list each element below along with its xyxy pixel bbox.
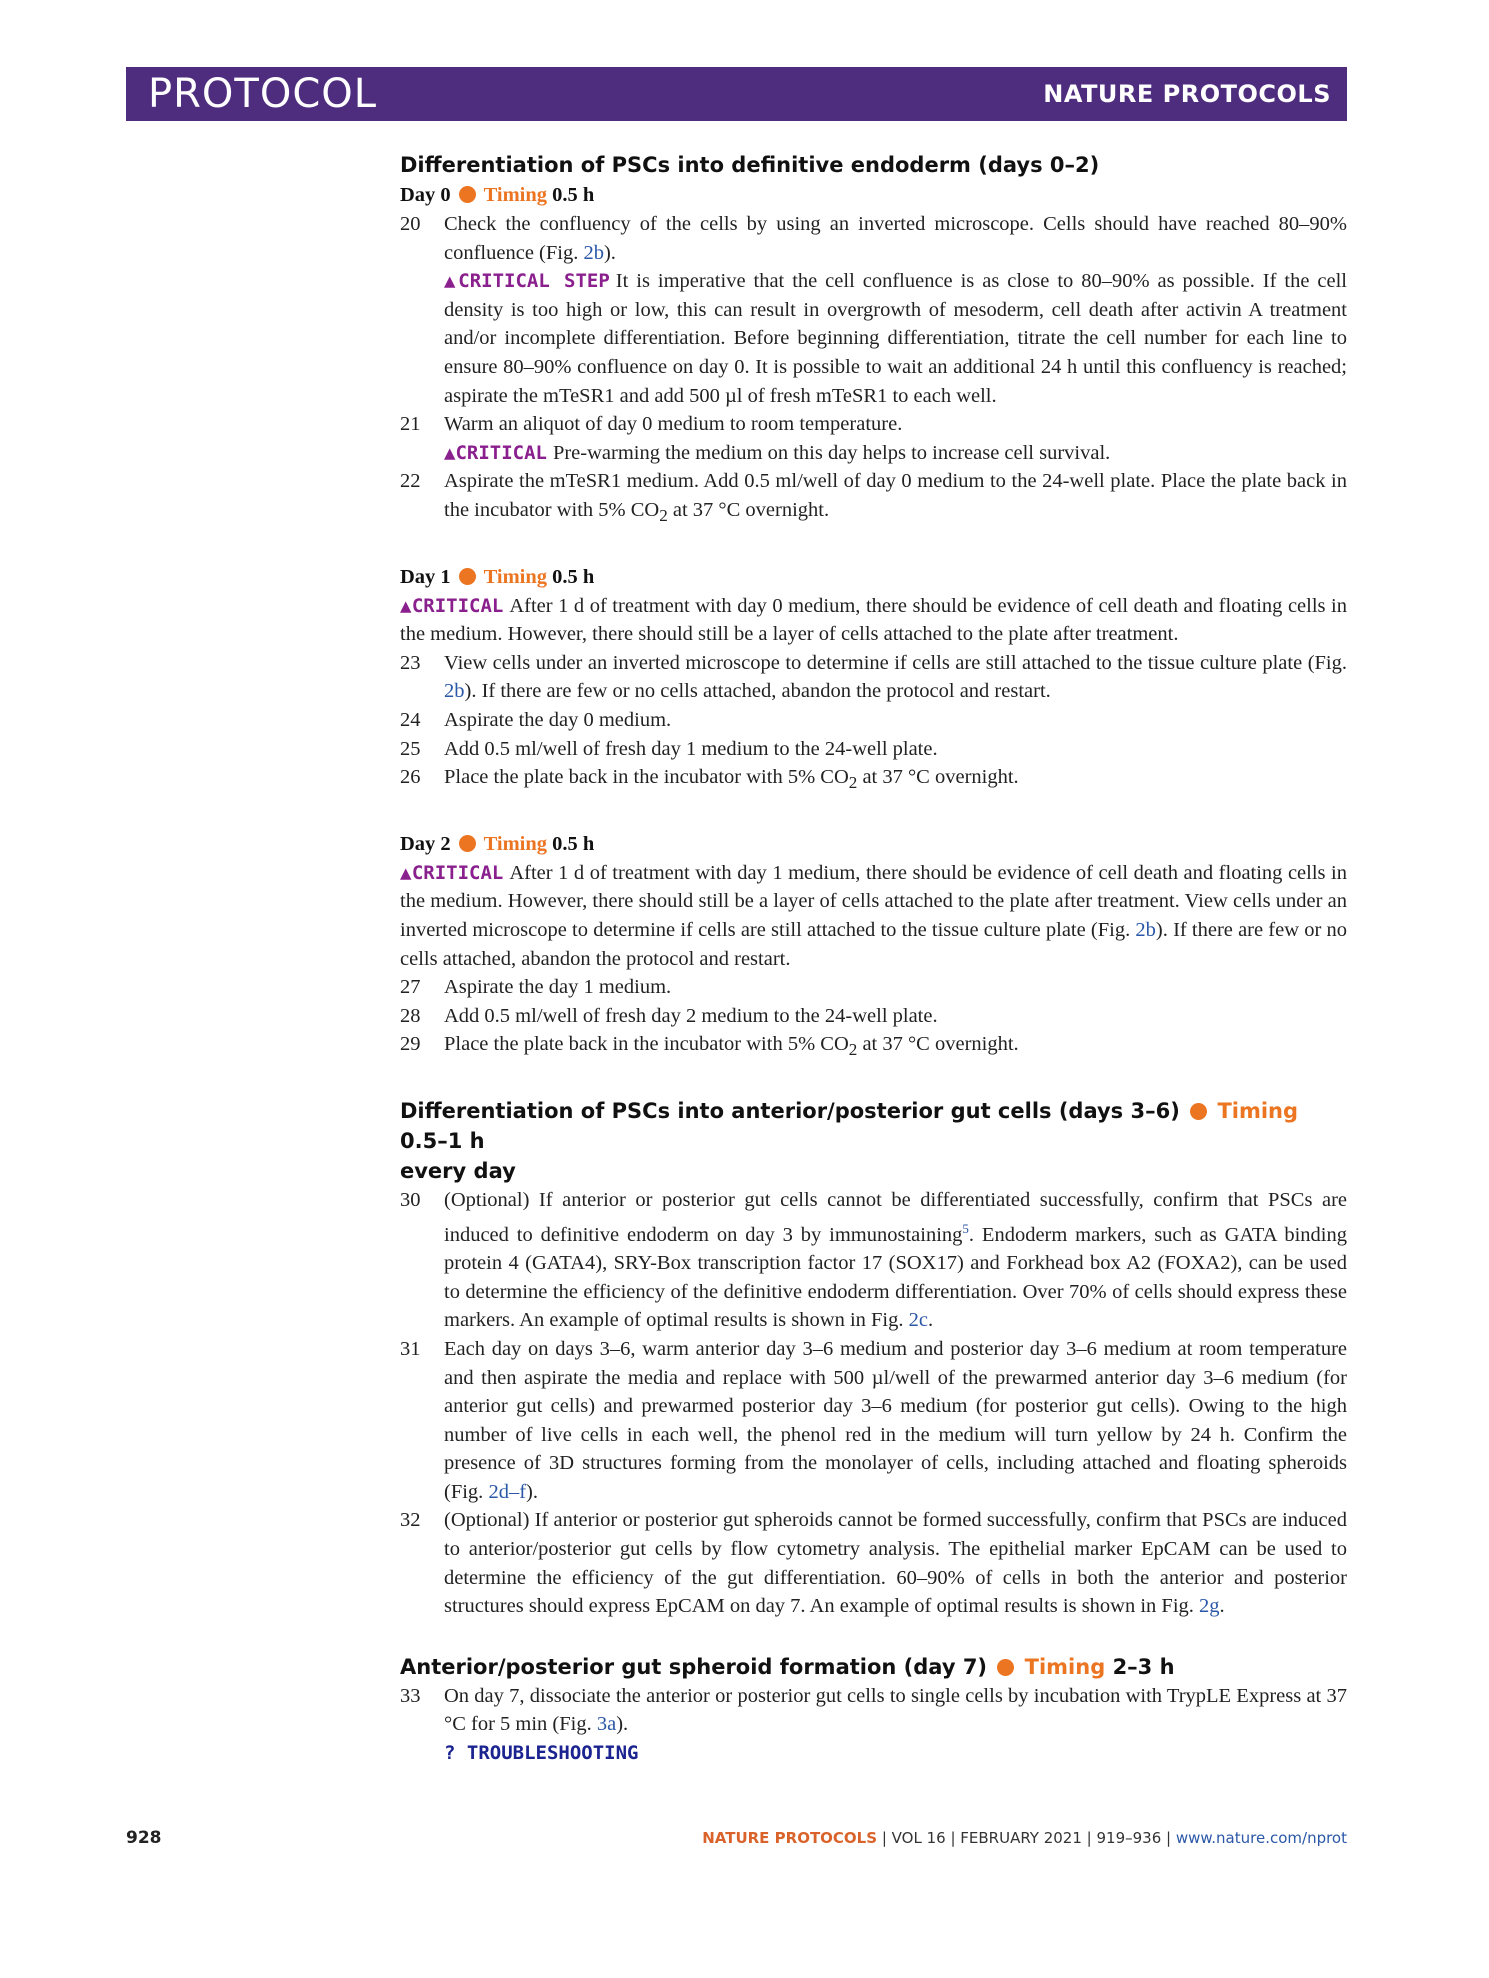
critical-note: ▲CRITICAL After 1 d of treatment with day 0 medium, there should be evidence of cell death and floating cells in the medium. However, there should still be a layer of cells attached to the plate after treatment. <box>400 594 1347 646</box>
day0-heading: Day 0 Timing 0.5 h <box>400 184 595 206</box>
troubleshooting-link[interactable]: ? TROUBLESHOOTING <box>444 1742 639 1765</box>
step-24: 24 Aspirate the day 0 medium. <box>400 709 672 731</box>
step-28: 28 Add 0.5 ml/well of fresh day 2 medium to the 24-well plate. <box>400 1004 938 1027</box>
critical-note: ▲CRITICAL Pre-warming the medium on this day helps to increase cell survival. <box>444 441 1111 464</box>
timing-dot-icon <box>1190 1103 1207 1120</box>
step-32: 32 (Optional) If anterior or posterior gut spheroids cannot be formed successfully, confirm that PSCs are induced to anterior/posterior gut cells by flow cytometry analysis. The epithelial marker EpCAM can be used to determine the efficiency of the gut differentiation. 60–90% of cells in both the anterior and posterior structures should express EpCAM on day 7. An example of optimal results is shown in Fig. 2g. <box>400 1509 1347 1618</box>
critical-label: ▲CRITICAL <box>400 861 504 884</box>
section-heading-endoderm: Differentiation of PSCs into definitive endoderm (days 0–2) <box>400 153 1100 177</box>
critical-label: ▲CRITICAL <box>400 594 504 617</box>
critical-step-note: ▲CRITICAL STEP It is imperative that the cell confluence is as close to 80–90% as possible. If the cell density is too high or low, this can result in overgrowth of mesoderm, cell death after activin A treatment and/or incomplete differentiation. Before beginning differentiation, titrate the cell number for each line to ensure 80–90% confluence on day 0. It is possible to wait an additional 24 h until this confluency is reached; aspirate the mTeSR1 and add 500 µl of fresh mTeSR1 to each well. <box>444 270 1347 407</box>
step-30: 30 (Optional) If anterior or posterior gut cells cannot be differentiated successfully, confirm that PSCs are induced to definitive endoderm on day 3 by immunostaining$^5$. Endoderm markers, such as GATA binding protein 4 (GATA4), SRY-Box transcription factor 17 (SOX17) and Forkhead box A2 (FOXA2), can be used to determine the efficiency of the definitive endoderm differentiation. Over 70% of cells should express these markers. An example of optimal results is shown in Fig. 2c. <box>400 1189 1347 1332</box>
step-27: 27 Aspirate the day 1 medium. <box>400 976 672 999</box>
footer-journal: NATURE PROTOCOLS <box>702 1829 878 1847</box>
timing-dot-icon <box>459 568 476 585</box>
section-type-label: PROTOCOL <box>148 71 378 117</box>
protocol-body <box>400 150 1347 1768</box>
figure-link[interactable]: 2b <box>1135 919 1156 942</box>
step-31: 31 Each day on days 3–6, warm anterior day 3–6 medium and posterior day 3–6 medium at room temperature and then aspirate the media and replace with 500 µl/well of the prewarmed anterior day 3–6 medium (for anterior gut cells) and prewarmed posterior day 3–6 medium (for posterior gut cells). Owing to the high number of live cells in each well, the phenol red in the medium will turn yellow by 24 h. Confirm the presence of 3D structures forming from the monolayer of cells, including attached and floating spheroids (Fig. 2d–f). <box>400 1337 1347 1503</box>
timing-dot-icon <box>997 1659 1014 1676</box>
section-heading-spheroid: Anterior/posterior gut spheroid formation (day 7) Timing 2–3 h <box>400 1654 1175 1679</box>
step-22: 22 Aspirate the mTeSR1 medium. Add 0.5 ml/well of day 0 medium to the 24-well plate. Place the plate back in the incubator with 5% $CO_2$ at 37 °C overnight. <box>400 470 1347 526</box>
timing-dot-icon <box>459 835 476 852</box>
step-20: 20 Check the confluency of the cells by using an inverted microscope. Cells should have reached 80–90% confluence (Fig. 2b). <box>400 213 1347 264</box>
figure-link[interactable]: 2b <box>583 241 604 264</box>
troubleshooting-note <box>400 1739 1347 1768</box>
footer-citation <box>702 1829 1347 1847</box>
day1-heading: Day 1 Timing 0.5 h <box>400 565 595 588</box>
step-25: 25 Add 0.5 ml/well of fresh day 1 medium to the 24-well plate. <box>400 737 938 760</box>
critical-label: ▲CRITICAL <box>444 441 547 464</box>
journal-name: NATURE PROTOCOLS <box>1043 80 1331 108</box>
figure-link[interactable]: 3a <box>596 1713 617 1736</box>
critical-step-label: ▲CRITICAL STEP <box>444 270 610 293</box>
critical-note: ▲CRITICAL After 1 d of treatment with day 1 medium, there should be evidence of cell death and floating cells in the medium. However, there should still be a layer of cells attached to the plate after treatment. View cells under an inverted microscope to determine if cells are still attached to the tissue culture plate (Fig. 2b). If there are few or no cells attached, abandon the protocol and restart. <box>400 861 1348 970</box>
step-23: 23 View cells under an inverted microscope to determine if cells are still attached to the tissue culture plate (Fig. 2b). If there are few or no cells attached, abandon the protocol and restart. <box>400 651 1347 703</box>
timing-dot-icon <box>459 186 476 203</box>
step-21: 21 Warm an aliquot of day 0 medium to room temperature. <box>400 413 903 436</box>
figure-link[interactable]: 2g <box>1199 1595 1220 1618</box>
step-29: 29 Place the plate back in the incubator with 5% $CO_2$ at 37 °C overnight. <box>400 1033 1019 1060</box>
reference-link[interactable]: 5 <box>962 1220 969 1236</box>
step-33: 33 On day 7, dissociate the anterior or posterior gut cells to single cells by incubation with TrypLE Express at 37 °C for 5 min (Fig. 3a). <box>400 1684 1347 1736</box>
page-number: 928 <box>126 1828 162 1848</box>
header-banner <box>126 67 1347 121</box>
footer-issue: | VOL 16 | FEBRUARY 2021 | 919–936 | <box>881 1829 1172 1847</box>
figure-link[interactable]: 2d–f <box>488 1480 527 1503</box>
section-heading-gut-cells: Differentiation of PSCs into anterior/posterior gut cells (days 3–6) Timing 0.5–1 h every day <box>400 1099 1299 1184</box>
step-26: 26 Place the plate back in the incubator with 5% $CO_2$ at 37 °C overnight. <box>400 766 1019 793</box>
footer-url-link[interactable]: www.nature.com/nprot <box>1175 1829 1347 1847</box>
figure-link[interactable]: 2b <box>444 680 465 703</box>
figure-link[interactable]: 2c <box>908 1309 928 1332</box>
day2-heading: Day 2 Timing 0.5 h <box>400 832 595 855</box>
